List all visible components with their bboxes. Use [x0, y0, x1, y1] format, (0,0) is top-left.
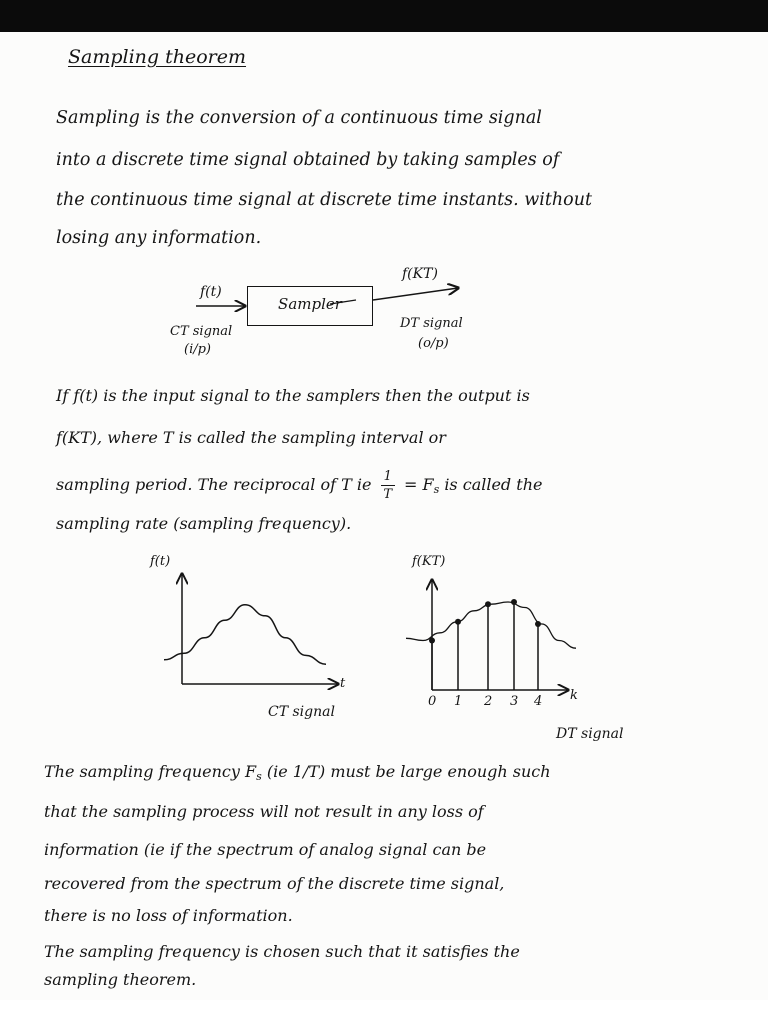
dt-sample-point-0: [429, 638, 435, 644]
para3-line-1: [44, 762, 551, 783]
dt-sample-point-2: [485, 601, 491, 607]
dt-chart-ylabel: f(KT): [412, 554, 446, 569]
para3-line-3: information (ie if the spectrum of analog signal can be: [44, 840, 487, 859]
fraction-numerator: 1: [381, 470, 395, 486]
dt-tick-label-3: 3: [510, 694, 519, 709]
para3-line-1-end: (ie 1/T) must be large enough such: [266, 762, 551, 781]
para2-line-4: sampling rate (sampling frequency).: [56, 514, 352, 533]
input-signal-label: f(t): [200, 284, 222, 300]
dt-sample-point-3: [511, 599, 517, 605]
para3-line-2: that the sampling process will not result in any loss of: [44, 802, 484, 821]
dt-tick-label-2: 2: [484, 694, 493, 709]
dt-stems: [429, 599, 541, 690]
fs-symbol: = F: [403, 475, 434, 494]
dt-signal-label: DT signal: [400, 316, 463, 331]
ct-signal-curve: [164, 605, 326, 664]
intro-line-4: losing any information.: [56, 228, 262, 248]
para3-line-7: sampling theorem.: [44, 970, 197, 989]
op-label: (o/p): [418, 336, 449, 351]
fs-subscript: s: [433, 483, 440, 496]
para2-line-3-end: is called the: [444, 475, 543, 494]
ct-chart-xlabel: t: [340, 676, 346, 691]
intro-line-1: Sampling is the conversion of a continuous time signal: [56, 108, 542, 128]
fraction-denominator: T: [383, 487, 393, 502]
para3-line-4: recovered from the spectrum of the discrete time signal,: [44, 874, 505, 893]
para2-line-1: If f(t) is the input signal to the samplers then the output is: [56, 386, 530, 405]
intro-line-3: the continuous time signal at discrete time instants. without: [56, 190, 593, 210]
dt-tick-label-1: 1: [454, 694, 463, 709]
dt-sample-point-1: [455, 619, 461, 625]
para3-fs-subscript: s: [256, 770, 262, 783]
dt-sample-point-4: [535, 621, 541, 627]
para2-line-2: f(KT), where T is called the sampling interval or: [56, 428, 446, 447]
output-signal-label: f(KT): [402, 266, 438, 282]
para2-line-3-start: sampling period. The reciprocal of T ie: [56, 475, 372, 494]
para3-line-6: The sampling frequency is chosen such that it satisfies the: [44, 942, 520, 961]
sampler-label: Sampler: [278, 295, 342, 313]
ct-chart-ylabel: f(t): [150, 554, 171, 569]
intro-line-2: into a discrete time signal obtained by taking samples of: [56, 150, 560, 170]
ip-label: (i/p): [184, 342, 212, 357]
para3-line-5: there is no loss of information.: [44, 906, 293, 925]
dt-chart-xlabel: k: [570, 688, 578, 703]
ct-chart-caption: CT signal: [268, 704, 335, 720]
dt-chart-caption: DT signal: [556, 726, 624, 742]
scan-bottom-margin: [0, 1000, 768, 1024]
ct-signal-label: CT signal: [170, 324, 233, 339]
para3-line-1-start: The sampling frequency F: [44, 762, 257, 781]
dt-tick-label-4: 4: [534, 694, 543, 709]
page-title: Sampling theorem: [68, 46, 247, 68]
dt-tick-label-0: 0: [428, 694, 437, 709]
